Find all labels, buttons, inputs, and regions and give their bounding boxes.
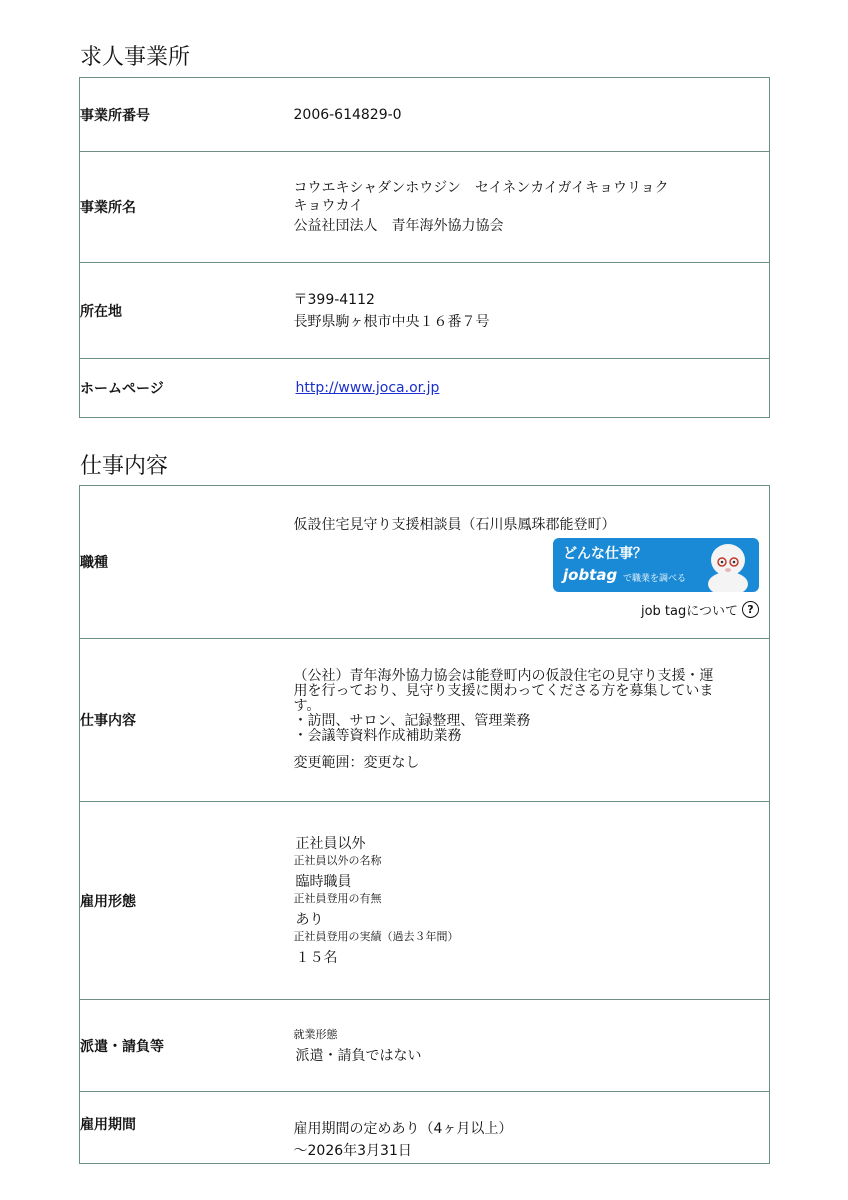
- occupation-row: [80, 486, 770, 639]
- jobtag-banner-title: どんな仕事？: [563, 546, 647, 562]
- promotion-record-label: 正社員登用の実績（過去３年間）: [293, 929, 459, 943]
- occupation-value: 仮設住宅見守り支援相談員（石川県鳳珠郡能登町）: [293, 517, 616, 533]
- jobtag-banner[interactable]: [553, 538, 759, 592]
- description-row: [80, 639, 770, 802]
- office-name-kana: コウエキシャダンホウジン セイネンカイガイキョウリョク: [293, 180, 669, 196]
- work-form-label: 就業形態: [293, 1027, 338, 1041]
- office-name-cell: [294, 152, 770, 263]
- alpaca-mascot-icon: [701, 540, 755, 592]
- help-icon: ?: [742, 601, 759, 618]
- office-number-label: 事業所番号: [80, 107, 150, 124]
- address: 長野県駒ヶ根市中央１６番７号: [293, 313, 490, 330]
- employment-type-label: 雇用形態: [80, 802, 294, 1000]
- description-line-3: す。: [293, 697, 321, 714]
- office-location-cell: [294, 263, 770, 359]
- office-info-table: [79, 77, 770, 418]
- promotion-record: １５名: [295, 949, 338, 966]
- office-section-title: 求人事業所: [80, 45, 191, 70]
- dispatch-value: 派遣・請負ではない: [295, 1047, 422, 1064]
- description-line-1: （公社）青年海外協力協会は能登町内の仮設住宅の見守り支援・運: [293, 667, 714, 684]
- period-value: 雇用期間の定めあり（4ヶ月以上）: [293, 1121, 513, 1137]
- regular-promotion: あり: [295, 911, 324, 928]
- dispatch-label: 派遣・請負等: [80, 1000, 294, 1092]
- homepage-row: [80, 359, 770, 418]
- dispatch-row: [80, 1000, 770, 1092]
- office-location-row: [80, 263, 770, 359]
- office-number-row: [80, 78, 770, 152]
- description-label: 仕事内容: [80, 639, 294, 802]
- jobtag-about-link[interactable]: [641, 600, 759, 619]
- description-line-5: ・会議等資料作成補助業務: [293, 727, 462, 744]
- occupation-label: 職種: [80, 555, 108, 571]
- office-number-value: 2006-614829-0: [293, 106, 402, 123]
- employment-type-cell: [294, 802, 770, 1000]
- postal-code: 〒399-4112: [293, 291, 375, 308]
- homepage-label: ホームページ: [80, 359, 294, 418]
- employment-type-row: [80, 802, 770, 1000]
- period-cell: [294, 1092, 770, 1164]
- office-name-value: 公益社団法人 青年海外協力協会: [293, 218, 504, 234]
- job-section-title: 仕事内容: [80, 454, 169, 479]
- non-regular-name: 臨時職員: [295, 873, 352, 890]
- office-location-label: 所在地: [80, 263, 294, 359]
- jobtag-about-label: job tagについて: [640, 604, 738, 619]
- homepage-cell: [294, 359, 770, 418]
- office-name-label: 事業所名: [80, 152, 294, 263]
- description-line-4: ・訪問、サロン、記録整理、管理業務: [293, 712, 531, 729]
- period-label: 雇用期間: [80, 1092, 294, 1164]
- description-line-2: 用を行っており、見守り支援に関わってくださる方を募集していま: [293, 682, 714, 699]
- period-row: [80, 1092, 770, 1164]
- office-name-kana-cont: キョウカイ: [293, 198, 364, 214]
- jobtag-banner-sub: で職業を調べる: [623, 574, 687, 584]
- period-end: ～2026年3月31日: [293, 1143, 412, 1159]
- dispatch-cell: [294, 1000, 770, 1092]
- change-scope: 変更範囲：変更なし: [293, 754, 420, 771]
- job-info-table: [79, 485, 770, 1164]
- employment-type-value: 正社員以外: [295, 835, 366, 852]
- non-regular-name-label: 正社員以外の名称: [293, 853, 382, 867]
- jobtag-logo: jobtag: [563, 566, 618, 584]
- occupation-cell: [294, 486, 770, 639]
- homepage-link[interactable]: http://www.joca.or.jp: [295, 380, 440, 396]
- description-cell: [294, 639, 770, 802]
- office-name-row: [80, 152, 770, 263]
- regular-promotion-label: 正社員登用の有無: [293, 891, 382, 905]
